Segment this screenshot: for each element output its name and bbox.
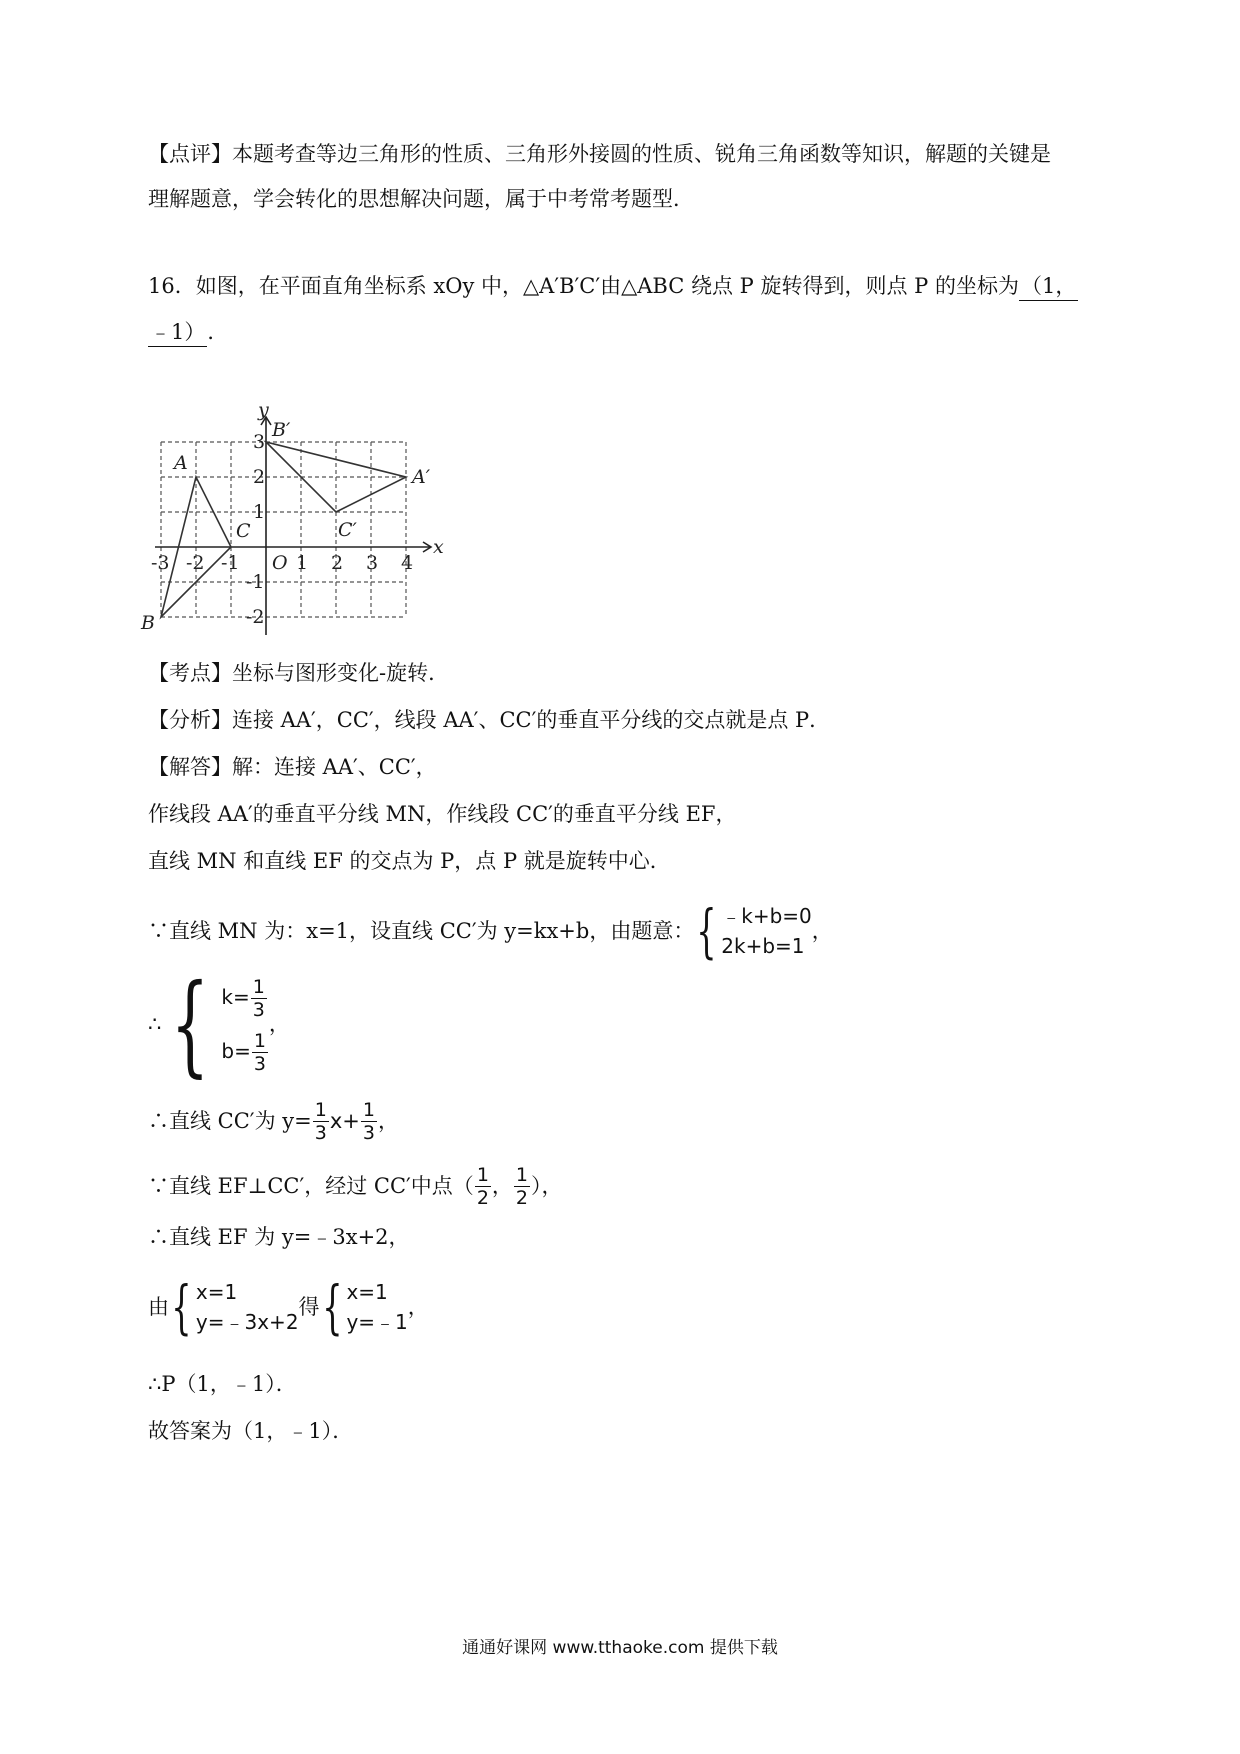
final-answer: 故答案为（1，﹣1）．: [148, 1419, 354, 1443]
review-line-1: 【点评】本题考查等边三角形的性质、三角形外接圆的性质、锐角三角函数等知识，解题的关键是: [148, 142, 1051, 166]
y-tick-label: -1: [246, 571, 265, 593]
triangles: [161, 442, 406, 617]
step-8-prefix: 由: [148, 1295, 169, 1319]
fraction-one-third: $\frac{1}{3}$: [314, 1098, 327, 1144]
question-answer-line: [148, 318, 228, 347]
step-4-prefix: ∴: [148, 1012, 162, 1036]
step-7: ∴直线 EF 为 y=﹣3x+2，: [148, 1225, 410, 1249]
x-tick-label: -1: [221, 552, 240, 574]
label-c-prime: C′: [338, 519, 357, 541]
step-6-sep: ，: [491, 1174, 513, 1198]
step-5-prefix: ∴直线 CC′为 y=: [148, 1109, 312, 1133]
system-2-eq-1: x=1: [195, 1280, 238, 1304]
x-tick-label: -2: [186, 552, 205, 574]
step-8-mid: 得: [298, 1295, 320, 1319]
step-3: [148, 897, 833, 965]
step-3-prefix: ∵直线 MN 为：x=1，设直线 CC′为 y=kx+b，由题意：: [148, 919, 695, 943]
step-6-suffix: ），: [531, 1174, 563, 1198]
label-b: B: [141, 612, 155, 634]
step-8: [148, 1273, 429, 1341]
y-tick-label: 2: [253, 466, 266, 488]
step-9: ∴P（1，﹣1）．: [148, 1372, 297, 1396]
y-axis-label: y: [258, 399, 269, 421]
equation-system-3: [320, 1273, 408, 1341]
footer: 通通好课网 www.tthaoke.com 提供下载: [462, 1638, 778, 1658]
label-c: C: [236, 520, 251, 542]
y-tick-label: 1: [253, 501, 266, 523]
x-tick-label: -3: [151, 552, 170, 574]
question-stem: 16．如图，在平面直角坐标系 xOy 中，△A′B′C′由△ABC 绕点 P 旋转得到，则点 P 的坐标为: [148, 274, 1019, 298]
solution-system-k-b: [161, 960, 269, 1088]
system-2-eq-2: y=﹣3x+2: [195, 1310, 299, 1334]
brace-icon: {: [171, 960, 210, 1088]
step-5-x: x+: [329, 1109, 360, 1133]
x-tick-label: 4: [401, 552, 414, 574]
step-5-comma: ，: [377, 1109, 399, 1133]
fraction-one-half: $\frac{1}{2}$: [515, 1163, 528, 1209]
step-2: 直线 MN 和直线 EF 的交点为 P，点 P 就是旋转中心．: [148, 849, 671, 873]
answer-blank-2: ﹣1）: [148, 318, 207, 347]
step-6-prefix: ∵直线 EF⊥CC′，经过 CC′中点（: [148, 1174, 474, 1198]
step-8-suffix: ，: [407, 1295, 429, 1319]
review-line-2: 理解题意，学会转化的思想解决问题，属于中考常考题型．: [148, 187, 694, 211]
fraction-one-half: $\frac{1}{2}$: [476, 1163, 489, 1209]
x-axis-label: x: [433, 536, 444, 558]
question-end: ．: [207, 320, 229, 344]
question-text: [148, 272, 1078, 301]
brace-icon: {: [321, 1273, 343, 1341]
step-4-comma: ，: [268, 1012, 290, 1036]
system-1-eq-1: ﹣k+b=0: [721, 904, 812, 928]
equation-system-1: [694, 897, 812, 965]
system-3-eq-2: y=﹣1: [346, 1310, 408, 1334]
x-tick-label: 2: [331, 552, 344, 574]
y-tick-label: 3: [253, 431, 266, 453]
label-a-prime: A′: [412, 466, 431, 488]
step-3-suffix: ，: [811, 919, 833, 943]
step-1: 作线段 AA′的垂直平分线 MN，作线段 CC′的垂直平分线 EF，: [148, 802, 737, 826]
step-4: [148, 960, 290, 1088]
fenxi: 【分析】连接 AA′，CC′，线段 AA′、CC′的垂直平分线的交点就是点 P．: [148, 708, 831, 732]
system-1-eq-2: 2k+b=1: [721, 934, 805, 958]
kaodian: 【考点】坐标与图形变化-旋转．: [148, 661, 450, 685]
answer-blank-1: （1，: [1019, 272, 1078, 301]
x-tick-label: 1: [296, 552, 309, 574]
jieda: 【解答】解：连接 AA′、CC′，: [148, 755, 437, 779]
y-tick-label: -2: [246, 606, 265, 628]
step-5: [148, 1094, 399, 1148]
fraction-one-third: $\frac{1}{3}$: [362, 1098, 375, 1144]
coordinate-figure: [141, 392, 448, 647]
x-tick-label: 3: [366, 552, 379, 574]
brace-icon: {: [696, 897, 717, 965]
b-value: b= $\frac{1}{3}$: [221, 1030, 266, 1075]
step-6: [148, 1159, 563, 1213]
brace-icon: {: [171, 1273, 192, 1341]
equation-system-2: [169, 1273, 299, 1341]
k-value: k= $\frac{1}{3}$: [221, 976, 265, 1021]
label-a: A: [174, 452, 188, 474]
label-b-prime: B′: [272, 419, 291, 441]
origin-label: O: [272, 552, 288, 574]
system-3-eq-1: x=1: [346, 1280, 388, 1304]
